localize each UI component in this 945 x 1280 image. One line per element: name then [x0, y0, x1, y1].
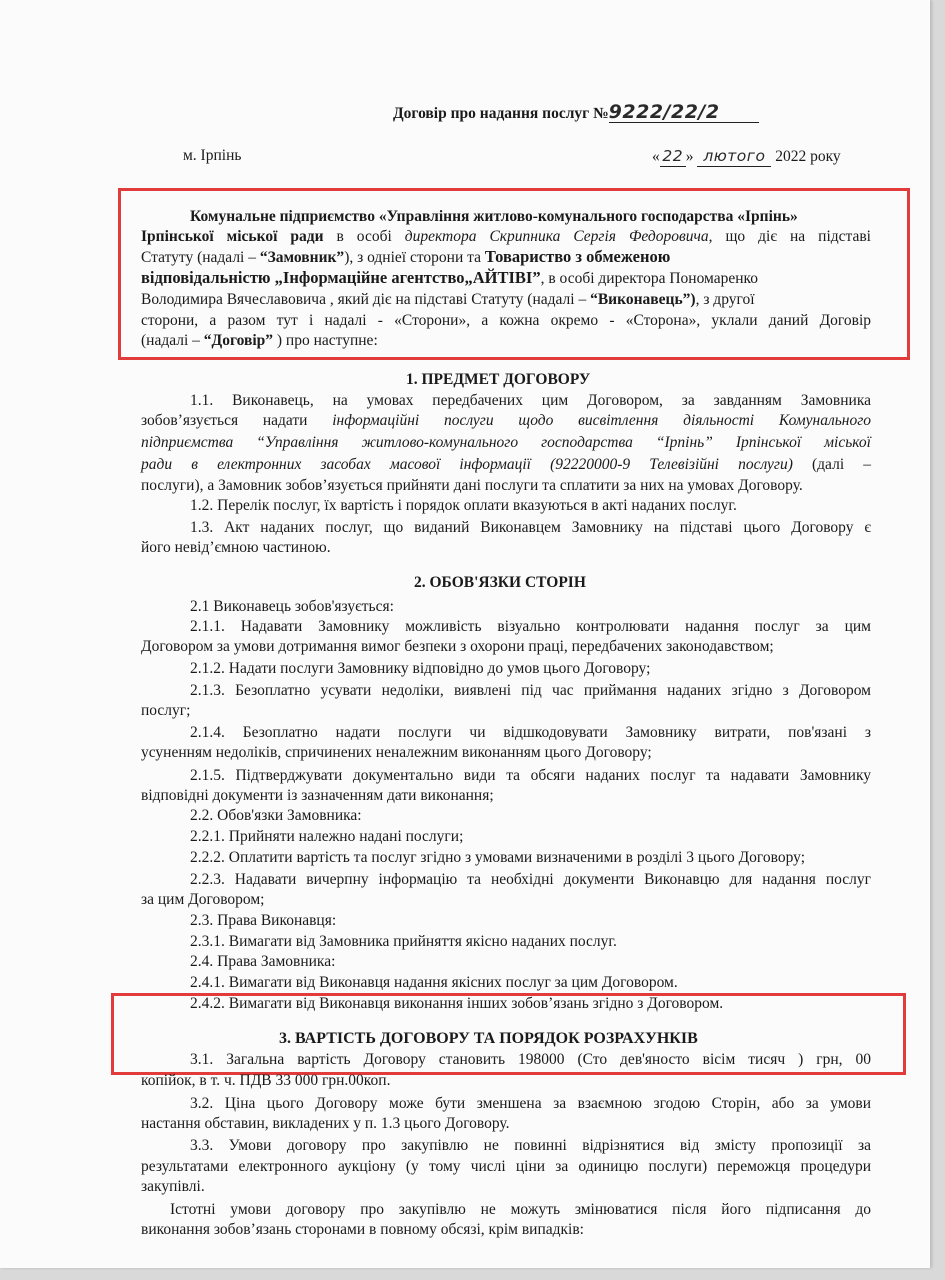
- contractor-name-bold-2: відповідальністю „Інформаційне агентство„АЙТІВІ”: [141, 268, 541, 287]
- customer-label: “Замовник”: [259, 249, 345, 266]
- clause-line: 2.3. Права Виконавця:: [190, 912, 337, 929]
- clause-line: Істотні умови договору про закупівлю не можуть змінюватися після його підписання до: [170, 1201, 871, 1218]
- clause-line: 2.1.1. Надавати Замовнику можливість візуально контролювати надання послуг за цим: [190, 618, 871, 635]
- intro-text: , в особі директора Пономаренко: [540, 270, 759, 287]
- contractor-name-bold: Товариство з обмеженою: [484, 247, 671, 266]
- date-year: 2022 року: [775, 148, 841, 165]
- contract-label: “Договір”: [203, 332, 274, 349]
- clause-text: (далі –: [792, 456, 871, 473]
- clause-line: за цим Договором;: [141, 891, 265, 908]
- contractor-label: “Виконавець”): [590, 291, 696, 308]
- handwritten-contract-number: 9222/22/2: [609, 102, 759, 123]
- clause-line: Договором за умови дотримання вимог безпеки з охорони праці, передбачених законодавством;: [141, 638, 774, 655]
- clause-line: виконання зобов’язань сторонами в повному обсязі, крім випадків:: [141, 1221, 584, 1238]
- intro-text: в особі: [323, 228, 405, 245]
- clause-line: 3.2. Ціна цього Договору може бути зменшена за взаємною згодою Сторін, або за умови: [190, 1095, 871, 1112]
- clause-line: 3.1. Загальна вартість Договору становить 198000 (Сто дев'яносто вісім тисяч ) грн, 00: [190, 1051, 871, 1068]
- section-1-heading: 1. ПРЕДМЕТ ДОГОВОРУ: [406, 371, 591, 388]
- clause-line: 2.2.3. Надавати вичерпну інформацію та необхідні документи Виконавцю для надання послуг: [190, 871, 871, 888]
- clause-1-1-cont: [141, 455, 871, 475]
- intro-line-2: [141, 227, 871, 247]
- clause-1-2: 1.2. Перелік послуг, їх вартість і порядок оплати вказуються в акті наданих послуг.: [190, 497, 737, 514]
- intro-line-4: [141, 268, 871, 289]
- clause-line: 2.2.2. Оплатити вартість та послуг згідно з умовами визначеними в розділі 3 цього Договору;: [190, 849, 806, 866]
- clause-line: 2.4.1. Вимагати від Виконавця надання якісних послуг за цим Договором.: [190, 974, 678, 991]
- clause-line: відповідні документи із зазначенням дати виконання;: [141, 787, 494, 804]
- handwritten-month: лютого: [697, 146, 771, 167]
- section-3-heading: 3. ВАРТІСТЬ ДОГОВОРУ ТА ПОРЯДОК РОЗРАХУНКІВ: [279, 1030, 698, 1047]
- clause-line: 2.2.1. Прийняти належно надані послуги;: [190, 828, 464, 845]
- intro-line-7: [141, 331, 378, 351]
- intro-text: , з другої: [695, 291, 755, 308]
- clause-line: 2.1.2. Надати послуги Замовнику відповідно до умов цього Договору;: [190, 660, 651, 677]
- intro-line-1: Комунальне підприємство «Управління житлово-комунального господарства «Ірпінь»: [190, 208, 798, 225]
- intro-text: ) про наступне:: [273, 332, 378, 349]
- intro-text: Статуту (надалі –: [141, 249, 260, 266]
- customer-name-bold: Ірпінської міської ради: [141, 228, 324, 245]
- clause-line: копійок, в т. ч. ПДВ 33 000 грн.00коп.: [141, 1072, 391, 1089]
- clause-line: 2.1 Виконавець зобов'язується:: [190, 598, 394, 615]
- clause-line: послуг;: [141, 702, 191, 719]
- clause-1-3-cont: його невід’ємною частиною.: [141, 539, 331, 556]
- date-quote-close: »: [685, 148, 694, 165]
- contract-date: [652, 146, 841, 167]
- clause-line: 2.4.2. Вимагати від Виконавця виконання інших зобов’язань згідно з Договором.: [190, 995, 724, 1012]
- clause-line: результатами електронного аукціону (у тому числі ціни за одиницю послуги) переможця процедури: [141, 1158, 871, 1175]
- clause-italic: ради в електронних засобах масової інформації (92220000-9 Телевізійні послуги): [141, 456, 793, 473]
- clause-line: настання обставин, викладених у п. 1.3 цього Договору.: [141, 1115, 510, 1132]
- intro-text: , що діє на підставі: [708, 228, 871, 245]
- clause-italic: інформаційні послуги щодо висвітлення діяльності Комунального: [332, 412, 872, 429]
- clause-text: зобов’язується надати: [141, 412, 333, 429]
- section-2-heading: 2. ОБОВ'ЯЗКИ СТОРІН: [414, 574, 586, 591]
- clause-line: 3.3. Умови договору про закупівлю не повинні відрізнятися від змісту пропозиції за: [190, 1137, 871, 1154]
- clause-1-3: 1.3. Акт наданих послуг, що виданий Виконавцем Замовнику на підставі цього Договору є: [190, 519, 871, 536]
- clause-line: 2.1.4. Безоплатно надати послуги чи відшкодовувати Замовнику витрати, пов'язані з: [190, 724, 871, 741]
- customer-director: директора Скрипника Сергія Федоровича: [404, 228, 709, 245]
- clause-line: 2.1.5. Підтверджувати документально види та обсяги наданих послуг та надавати Замовнику: [190, 767, 871, 784]
- contract-title: [393, 102, 759, 124]
- date-quote-open: «: [652, 148, 660, 165]
- clause-line: 2.1.3. Безоплатно усувати недоліки, виявлені під час приймання наданих згідно з Договором: [190, 682, 871, 699]
- clause-1-1-cont: послуги), а Замовник зобов’язується прийняти дані послуги та сплатити за них на умовах Договору.: [141, 477, 803, 494]
- clause-1-1: 1.1. Виконавець, на умовах передбачених цим Договором, за завданням Замовника: [190, 392, 871, 409]
- intro-line-6: сторони, а разом тут і надалі - «Сторони», а кожна окремо - «Сторона», уклали даний Договір: [141, 312, 871, 329]
- clause-line: 2.3.1. Вимагати від Замовника прийняття якісно наданих послуг.: [190, 933, 617, 950]
- intro-line-5: [141, 290, 871, 310]
- clause-line: 2.4. Права Замовника:: [190, 953, 336, 970]
- clause-line: усуненням недоліків, спричинених неналежним виконанням цього Договору;: [141, 744, 652, 761]
- city: м. Ірпінь: [183, 147, 242, 164]
- intro-text: (надалі –: [141, 332, 204, 349]
- handwritten-day: 22: [660, 146, 686, 167]
- intro-line-3: [141, 247, 871, 268]
- title-text: Договір про надання послуг №: [393, 105, 609, 122]
- clause-line: закупівлі.: [141, 1178, 205, 1195]
- clause-1-1-cont: підприємства “Управління житлово-комунального господарства “Ірпінь” Ірпінської міської: [141, 434, 871, 451]
- clause-1-1-cont: [141, 411, 871, 431]
- clause-line: 2.2. Обов'язки Замовника:: [190, 807, 362, 824]
- intro-text: ), з одніеї сторони та: [344, 249, 485, 266]
- intro-text: Володимира Вячеславовича , який діє на підставі Статуту (надалі –: [141, 291, 591, 308]
